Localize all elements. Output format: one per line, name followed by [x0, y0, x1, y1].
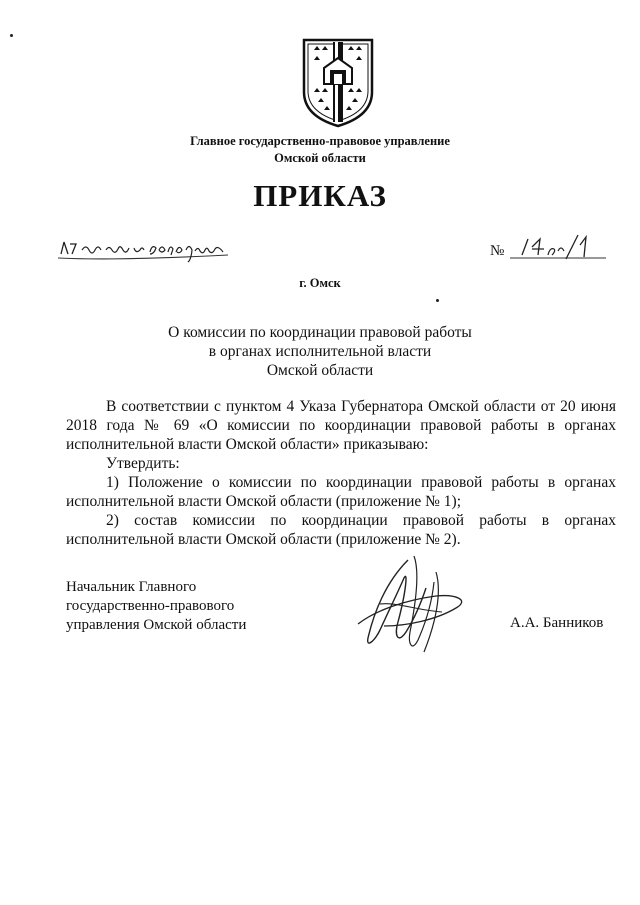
- approve-item-1: 1) Положение о комиссии по координации правовой работы в органах исполнительной власти Омской области (приложение № 1);: [66, 474, 616, 510]
- omsk-coat-of-arms-icon: [300, 36, 376, 128]
- signer-title: [66, 578, 246, 635]
- subject-line-2: в органах исполнительной власти: [208, 343, 432, 360]
- approve-paragraph: Утвердить:: [106, 455, 180, 472]
- order-body: [66, 397, 616, 549]
- subject-line-3: Омской области: [266, 362, 374, 379]
- authority-line-1: Главное государственно-правовое управление: [190, 134, 450, 148]
- signer-title-line-1: Начальник Главного: [66, 579, 197, 595]
- order-number-label: №: [490, 243, 505, 259]
- approve-item-2: 2) состав комиссии по координации правовой работы в органах исполнительной власти Омской области (приложение № 2).: [66, 512, 616, 548]
- document-type-title: ПРИКАЗ: [253, 178, 387, 213]
- handwritten-order-number: [508, 233, 608, 265]
- handwritten-signature: [346, 552, 476, 664]
- city: г. Омск: [299, 276, 341, 290]
- signer-title-line-3: управления Омской области: [66, 617, 247, 633]
- scan-speck: [10, 34, 13, 37]
- order-subject: [0, 323, 640, 380]
- issuing-authority: [0, 133, 640, 167]
- scan-speck: [436, 299, 439, 302]
- signer-title-line-2: государственно-правового: [66, 598, 235, 614]
- authority-line-2: Омской области: [274, 151, 366, 165]
- signer-name: А.А. Банников: [510, 615, 604, 631]
- handwritten-date: [58, 236, 233, 266]
- subject-line-1: О комиссии по координации правовой работы: [168, 324, 472, 341]
- preamble-paragraph: В соответствии с пунктом 4 Указа Губернатора Омской области от 20 июня 2018 года № 69 «О комиссии по координации правовой работы в органах исполнительной власти Омской области» приказываю:: [66, 398, 616, 453]
